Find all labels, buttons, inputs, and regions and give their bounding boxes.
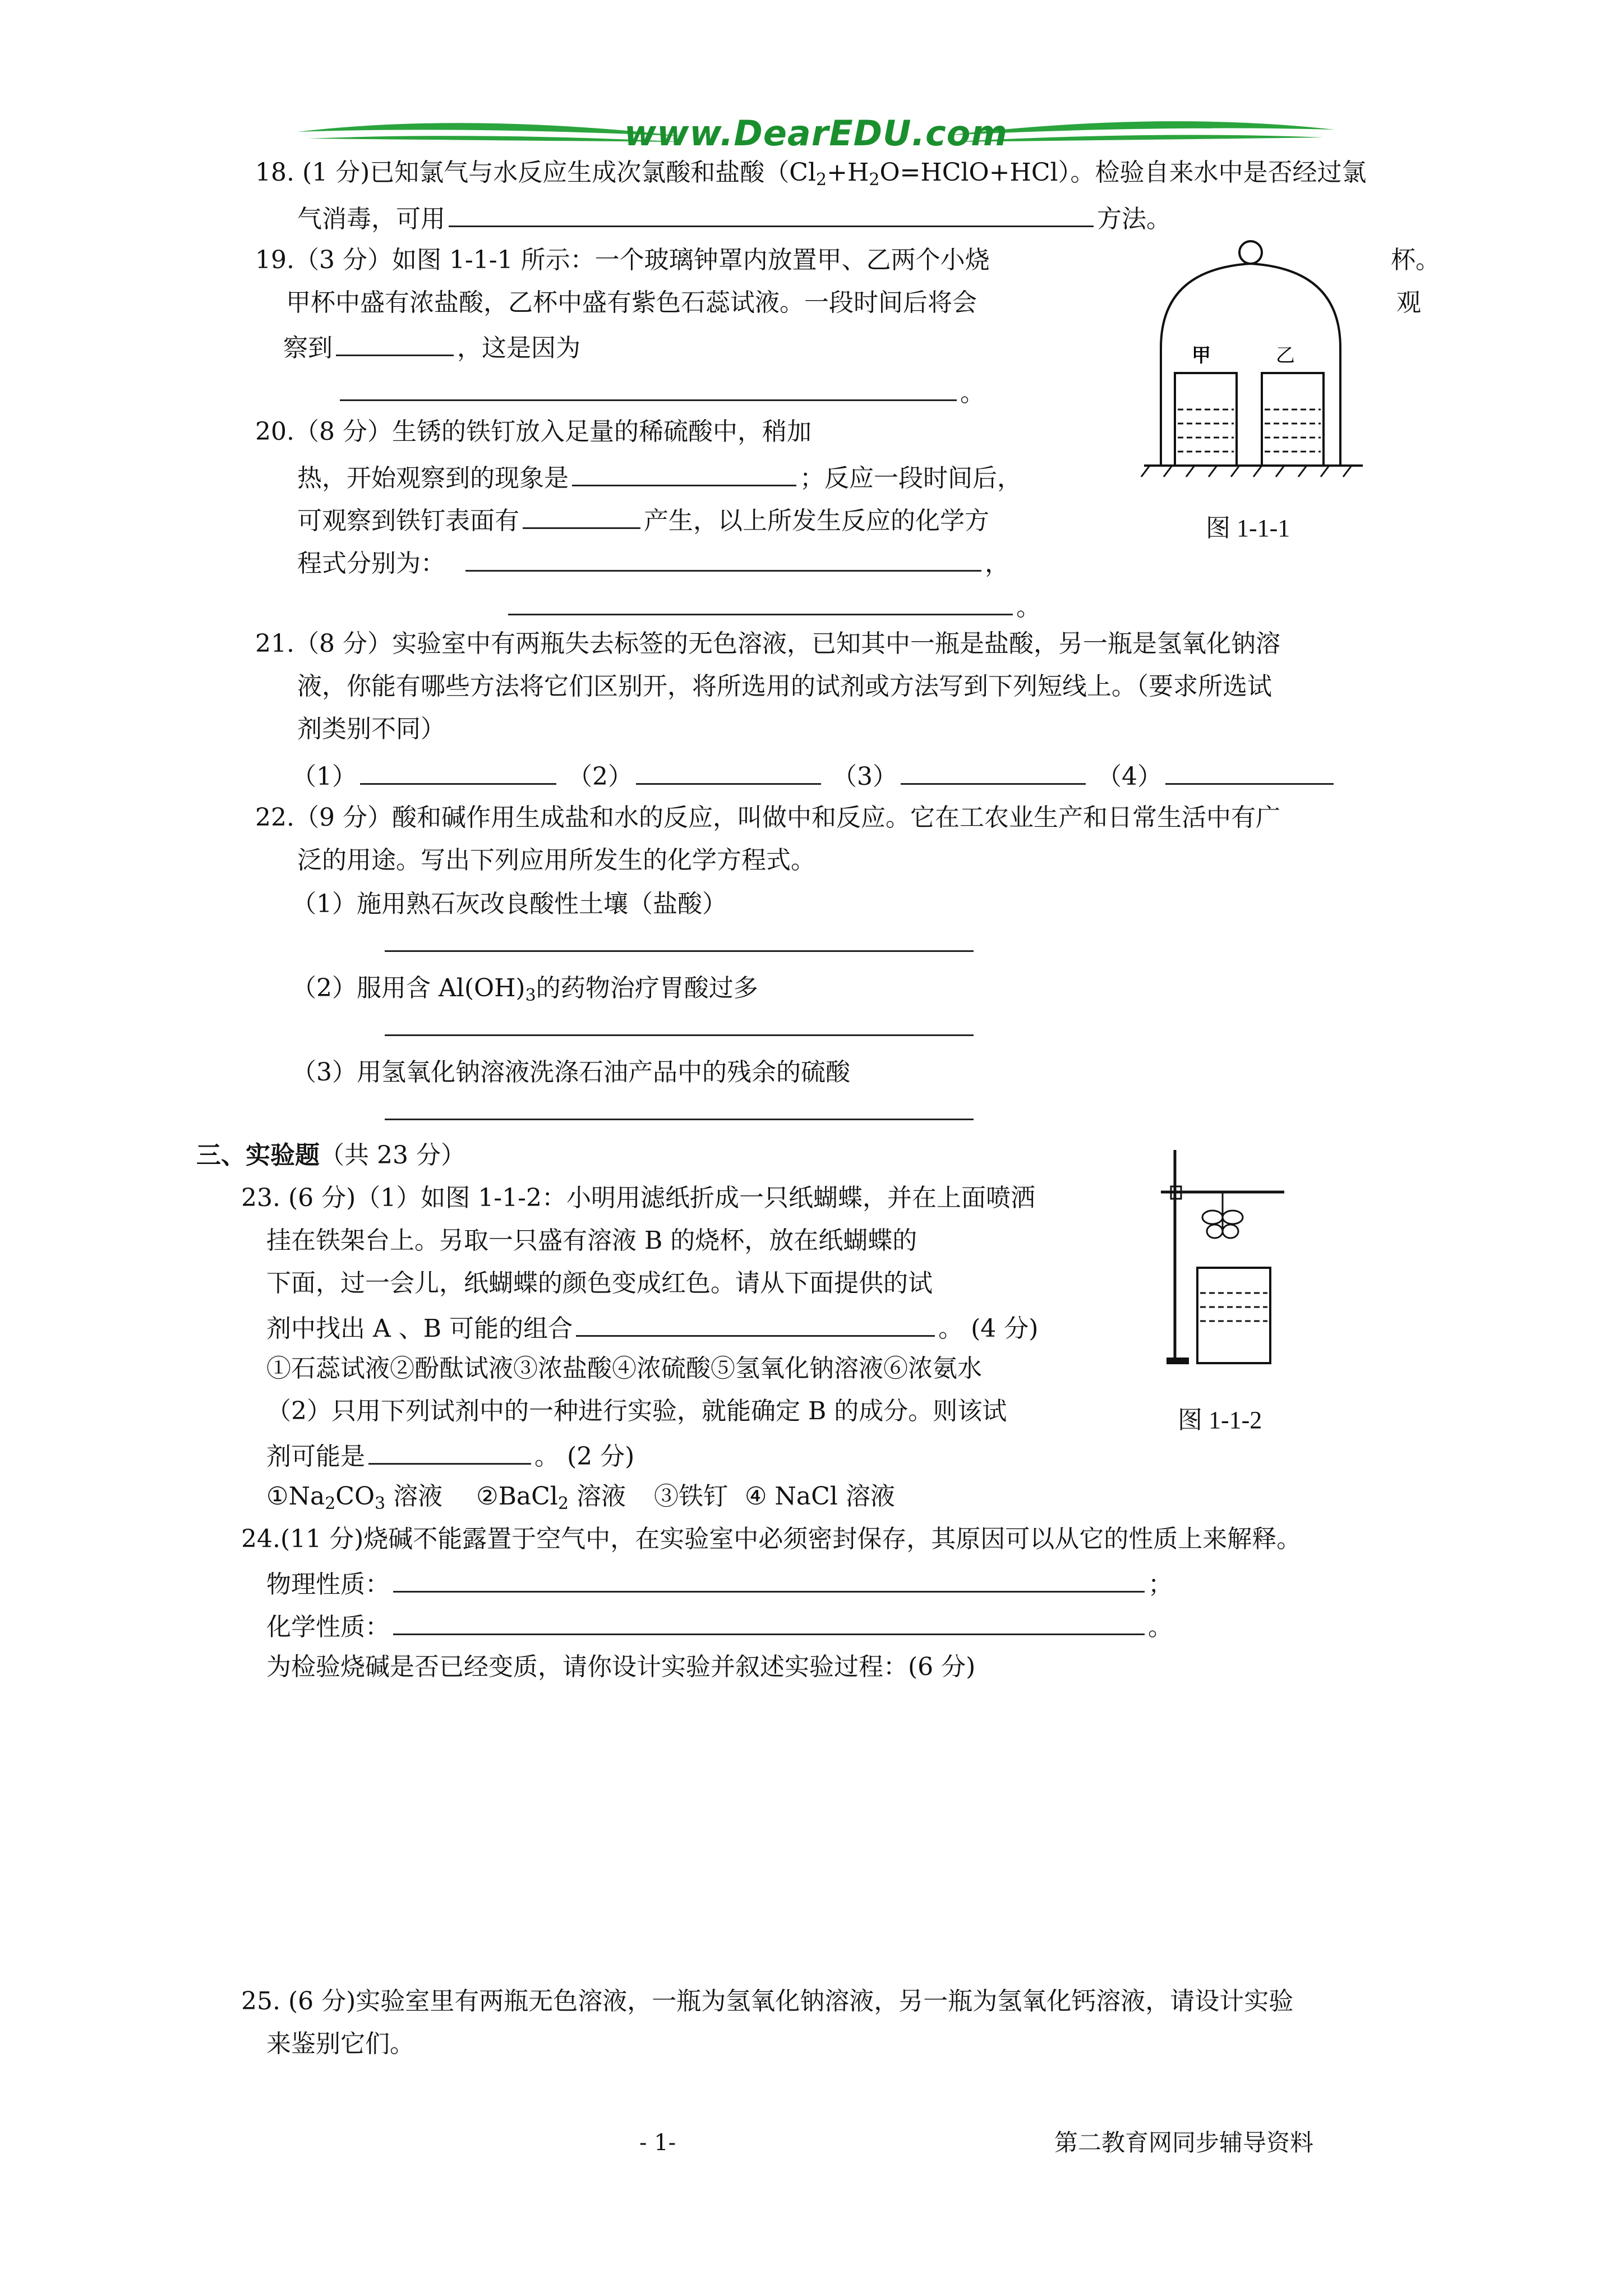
q19-line1-right: 杯。 xyxy=(1391,246,1440,274)
q21-blank-3[interactable] xyxy=(901,758,1086,785)
q24-physical-blank[interactable] xyxy=(393,1566,1145,1593)
q23-options xyxy=(266,1481,895,1520)
q23-combination-blank[interactable] xyxy=(576,1310,935,1337)
q20-phenomenon-blank[interactable] xyxy=(572,460,796,486)
q21-blank-1[interactable] xyxy=(360,758,556,785)
q22-line1: 22.（9 分）酸和碱作用生成盐和水的反应，叫做中和反应。它在工农业生产和日常生活中有广 xyxy=(255,803,1280,832)
q21-blank-4[interactable] xyxy=(1165,758,1334,785)
q18-line2: 气消毒，可用 方法。 xyxy=(297,201,1171,235)
q24-chemical-blank[interactable] xyxy=(393,1609,1145,1635)
q24-line4: 为检验烧碱是否已经变质，请你设计实验并叙述实验过程：(6 分) xyxy=(266,1653,976,1681)
q20-line1: 20.（8 分）生锈的铁钉放入足量的稀硫酸中，稍加 xyxy=(255,417,811,446)
q20-product-blank[interactable] xyxy=(523,503,640,529)
q24-physical: 物理性质： ； xyxy=(266,1566,1173,1600)
q23-line3: 下面，过一会儿，纸蝴蝶的颜色变成红色。请从下面提供的试 xyxy=(266,1269,933,1297)
q21-answer-row: （1） （2） （3） （4） xyxy=(292,758,1337,793)
q22-line2: 泛的用途。写出下列应用所发生的化学方程式。 xyxy=(297,846,815,875)
q19-line2: 甲杯中盛有浓盐酸，乙杯中盛有紫色石蕊试液。一段时间后将会 xyxy=(286,288,977,317)
q23-option-3: ③铁钉 xyxy=(653,1482,728,1511)
bell-jar-figure xyxy=(1138,236,1374,482)
q25-line1: 25. (6 分)实验室里有两瓶无色溶液，一瓶为氢氧化钠溶液，另一瓶为氢氧化钙溶液，请设计实验 xyxy=(241,1987,1294,2016)
section-3-heading: 三、实验题（共 23 分） xyxy=(196,1141,465,1170)
q18-answer-blank[interactable] xyxy=(449,201,1094,227)
q24-chemical: 化学性质： 。 xyxy=(266,1609,1173,1643)
beaker-b-figure xyxy=(1197,1268,1270,1363)
q22-blank-2[interactable] xyxy=(385,1010,974,1036)
logo-text: www.DearEDU.com xyxy=(624,113,1008,154)
q21-blank-2[interactable] xyxy=(636,758,821,785)
q20-line4: 程式分别为： ， xyxy=(297,545,1009,579)
q19-line3: 察到 ，这是因为 xyxy=(283,330,580,364)
q20-line2: 热，开始观察到的现象是 ；反应一段时间后， xyxy=(297,460,1022,494)
figure-1-1-1-caption: 图 1-1-1 xyxy=(1206,514,1290,542)
q22-item2: （2）服用含 $Al(OH)_3$的药物治疗胃酸过多 xyxy=(292,974,758,1005)
q23-option-4: ④ NaCl 溶液 xyxy=(744,1482,895,1511)
q18-line1: 18. (1 分)已知氯气与水反应生成次氯酸和盐酸$(Cl_2+H_2O=HClO+HCl)$。检验自来水中是否经过氯 xyxy=(255,158,1367,190)
q23-option-1: $①Na_2CO_3$ 溶液 xyxy=(266,1482,443,1513)
q24-line1: 24.(11 分)烧碱不能露置于空气中，在实验室中必须密封保存，其原因可以从它的性质上来解释。 xyxy=(241,1525,1302,1553)
q20-equation1-blank[interactable] xyxy=(465,545,981,572)
paper-butterfly-figure xyxy=(1144,1144,1312,1369)
q23-reagent-blank[interactable] xyxy=(368,1438,531,1465)
q22-blank-3[interactable] xyxy=(385,1094,974,1120)
q23-line6: （2）只用下列试剂中的一种进行实验，就能确定 B 的成分。则该试 xyxy=(266,1397,1007,1425)
beaker-a-label: 甲 xyxy=(1192,346,1211,366)
page-number: - 1- xyxy=(639,2130,676,2156)
q21-line3: 剂类别不同） xyxy=(297,715,445,743)
q22-item1: （1）施用熟石灰改良酸性土壤（盐酸） xyxy=(292,890,727,918)
q25-line2: 来鉴别它们。 xyxy=(266,2030,414,2058)
q20-line5: 。 xyxy=(505,589,1041,623)
q23-line2: 挂在铁架台上。另取一只盛有溶液 B 的烧杯，放在纸蝴蝶的 xyxy=(266,1226,917,1255)
q19-reason-blank[interactable] xyxy=(340,375,957,401)
q21-line1: 21.（8 分）实验室中有两瓶失去标签的无色溶液，已知其中一瓶是盐酸，另一瓶是氢氧化钠溶 xyxy=(255,629,1280,658)
q22-item2-blank-row xyxy=(381,1010,977,1044)
dearedu-logo xyxy=(297,109,1335,160)
figure-1-1-2-caption: 图 1-1-2 xyxy=(1178,1406,1262,1434)
q23-line7: 剂可能是 。 (2 分) xyxy=(266,1438,634,1473)
q19-observe-blank[interactable] xyxy=(336,330,454,356)
q21-line2: 液，你能有哪些方法将它们区别开，将所选用的试剂或方法写到下列短线上。（要求所选试 xyxy=(297,672,1272,701)
q22-item1-blank-row xyxy=(381,926,977,960)
q23-option-2: ②BaCl$_2$ 溶液 xyxy=(476,1482,626,1513)
q20-equation2-blank[interactable] xyxy=(508,589,1013,615)
q22-blank-1[interactable] xyxy=(385,926,974,952)
q23-line4: 剂中找出 A 、B 可能的组合 。 (4 分) xyxy=(266,1310,1038,1345)
q20-line3: 可观察到铁钉表面有 产生，以上所发生反应的化学方 xyxy=(297,503,989,537)
q22-item3: （3）用氢氧化钠溶液洗涤石油产品中的残余的硫酸 xyxy=(292,1058,850,1087)
q22-item3-blank-row xyxy=(381,1094,977,1128)
q23-line1: 23. (6 分)（1）如图 1-1-2：小明用滤纸折成一只纸蝴蝶，并在上面喷洒 xyxy=(241,1184,1035,1212)
beaker-b-label: 乙 xyxy=(1276,346,1295,366)
q23-line5: ①石蕊试液②酚酞试液③浓盐酸④浓硫酸⑤氢氧化钠溶液⑥浓氨水 xyxy=(266,1354,982,1383)
q19-line1: 19.（3 分）如图 1-1-1 所示：一个玻璃钟罩内放置甲、乙两个小烧 xyxy=(255,246,990,274)
q19-line2-right: 观 xyxy=(1396,288,1421,317)
footer-source: 第二教育网同步辅导资料 xyxy=(1054,2129,1314,2156)
q19-line4: 。 xyxy=(336,375,985,409)
